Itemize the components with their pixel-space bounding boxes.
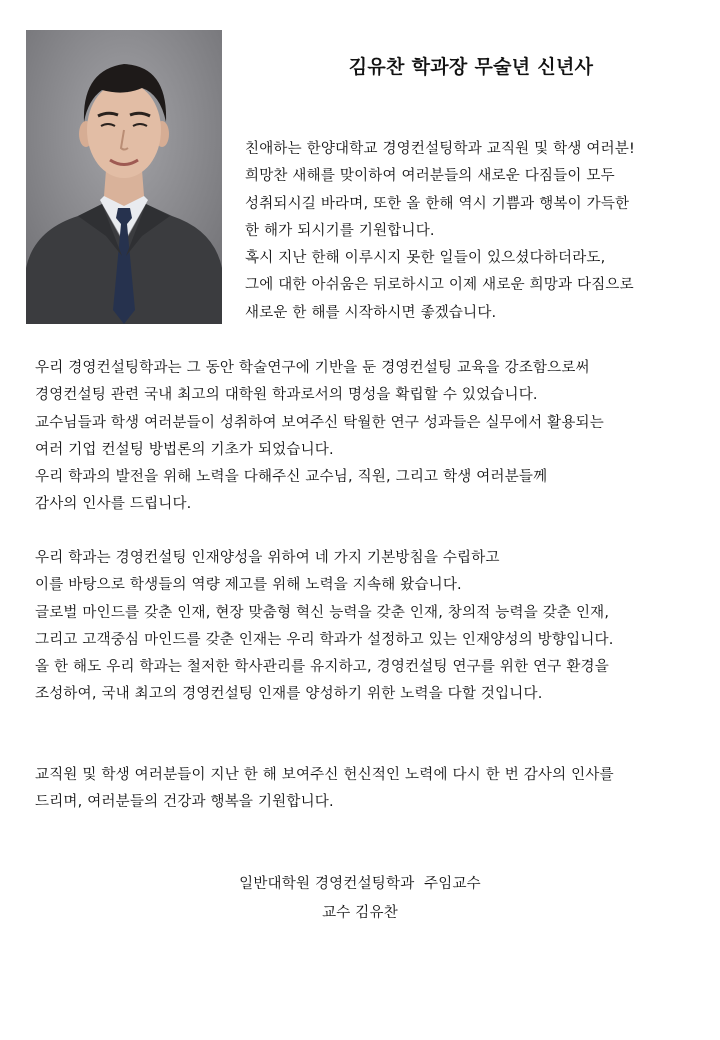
intro-greeting [245,136,715,327]
intro-line: 친애하는 한양대학교 경영컨설팅학과 교직원 및 학생 여러분! [245,141,636,157]
paragraph-line: 글로벌 마인드를 갖춘 인재, 현장 맞춤형 혁신 능력을 갖춘 인재, 창의적 능력을 갖춘 인재, [35,604,610,621]
paragraph-line: 여러 기업 컨설팅 방법론의 기초가 되었습니다. [35,441,334,458]
intro-line: 성취되시길 바라며, 또한 올 한해 역시 기쁨과 행복이 가득한 [245,195,630,212]
paragraph-line: 조성하여, 국내 최고의 경영컨설팅 인재를 양성하기 위한 노력을 다할 것입니다. [35,686,543,703]
paragraph-line: 교수님들과 학생 여러분들이 성취하여 보여주신 탁월한 연구 성과들은 실무에서 활용되는 [35,414,604,431]
paragraph-line: 우리 학과는 경영컨설팅 인재양성을 위하여 네 가지 기본방침을 수립하고 [35,550,500,566]
intro-line: 희망찬 새해를 맞이하여 여러분들의 새로운 다짐들이 모두 [245,168,615,185]
paragraph-line: 우리 학과의 발전을 위해 노력을 다해주신 교수님, 직원, 그리고 학생 여러분들께 [35,469,548,486]
paragraph-line: 우리 경영컨설팅학과는 그 동안 학술연구에 기반을 둔 경영컨설팅 교육을 강조함으로써 [35,360,590,376]
paragraph-line: 그리고 고객중심 마인드를 갖춘 인재는 우리 학과가 설정하고 있는 인재양성의 방향입니다. [35,631,614,648]
paragraph-achievements [35,355,715,519]
paragraph-line: 교직원 및 학생 여러분들이 지난 한 해 보여주신 헌신적인 노력에 다시 한 번 감사의 인사를 [35,767,614,783]
paragraph-line: 감사의 인사를 드립니다. [35,496,192,513]
paragraph-closing [35,762,715,817]
intro-line: 그에 대한 아쉬움은 뒤로하시고 이제 새로운 희망과 다짐으로 [245,277,634,294]
intro-line: 한 해가 되시기를 기원합니다. [245,222,435,239]
intro-line: 혹시 지난 한해 이루시지 못한 일들이 있으셨다하더라도, [245,250,606,267]
paragraph-line: 경영컨설팅 관련 국내 최고의 대학원 학과로서의 명성을 확립할 수 있었습니다. [35,387,538,404]
signature-name: 교수 김유찬 [322,905,398,921]
signature-affiliation: 일반대학원 경영컨설팅학과 주임교수 [239,876,481,892]
page-title: 김유찬 학과장 무술년 신년사 [348,56,594,78]
paragraph-policies [35,545,715,709]
portrait-photo [26,30,222,324]
intro-line: 새로운 한 해를 시작하시면 좋겠습니다. [245,304,497,321]
paragraph-line: 이를 바탕으로 학생들의 역량 제고를 위해 노력을 지속해 왔습니다. [35,577,462,594]
paragraph-line: 올 한 해도 우리 학과는 철저한 학사관리를 유지하고, 경영컨설팅 연구를 위한 연구 환경을 [35,659,609,676]
signature-block [0,870,720,928]
paragraph-line: 드리며, 여러분들의 건강과 행복을 기원합니다. [35,794,334,811]
